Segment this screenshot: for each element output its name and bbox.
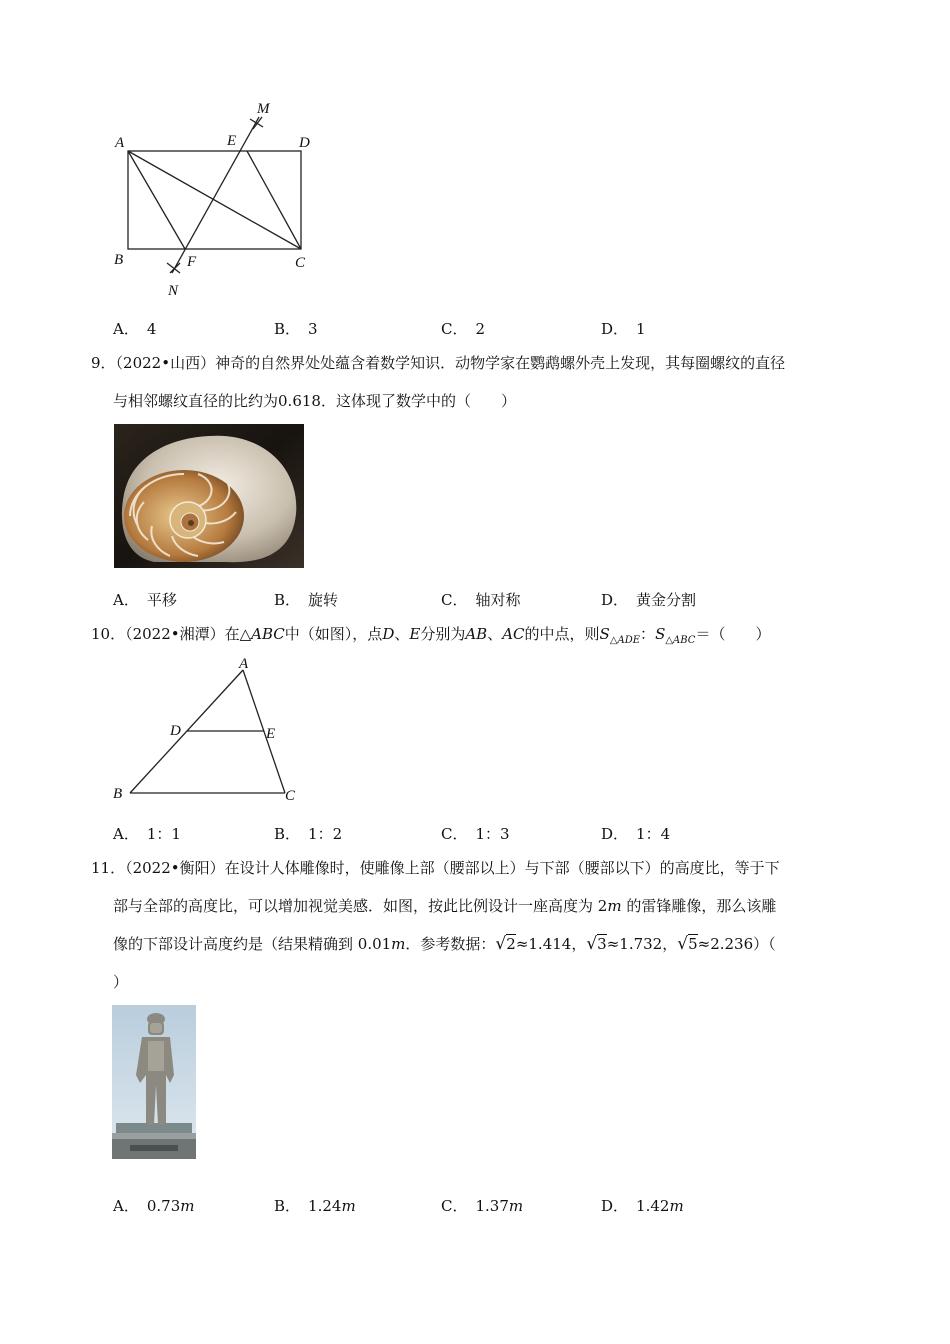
q10-triangle-figure bbox=[105, 652, 305, 807]
fig8-label-B: B bbox=[114, 252, 124, 268]
fig8-label-F: F bbox=[187, 254, 197, 270]
q11-option-c[interactable]: C． 1.37m bbox=[441, 1197, 524, 1215]
q11-option-b[interactable]: B． 1.24m bbox=[274, 1197, 356, 1215]
q10-stem: 10．（2022•湘潭）在△ABC中（如图），点D、E分别为AB、AC的中点，则$S_{\triangle ADE}$：$S_{\triangle ABC}=$（ ） bbox=[91, 625, 771, 646]
sqrt-icon: √ bbox=[495, 934, 507, 954]
q8-option-c[interactable]: C． 2 bbox=[441, 320, 486, 338]
q10-option-c[interactable]: C． 1：3 bbox=[441, 825, 510, 843]
fig8-label-A: A bbox=[115, 135, 125, 151]
fig8-label-N: N bbox=[168, 283, 179, 299]
q10-option-b[interactable]: B． 1：2 bbox=[274, 825, 343, 843]
q11-stem-line1: 11．（2022•衡阳）在设计人体雕像时，使雕像上部（腰部以上）与下部（腰部以下）的高度比，等于下 bbox=[91, 859, 780, 877]
q9-stem-line2: 与相邻螺纹直径的比约为0.618．这体现了数学中的（ ） bbox=[113, 392, 516, 410]
statue-image bbox=[112, 1005, 196, 1159]
fig10-label-D: D bbox=[170, 723, 181, 739]
q11-stem-line2: 部与全部的高度比，可以增加视觉美感．如图，按此比例设计一座高度为 2m 的雷锋雕像，那么该雕 bbox=[113, 897, 777, 915]
sqrt-icon: √ bbox=[586, 934, 598, 954]
nautilus-shell-image bbox=[114, 424, 304, 568]
fig8-label-D: D bbox=[299, 135, 310, 151]
q8-option-d[interactable]: D． 1 bbox=[601, 320, 646, 338]
q9-option-c[interactable]: C． 轴对称 bbox=[441, 591, 521, 609]
fig10-label-C: C bbox=[285, 788, 296, 804]
q10-option-a[interactable]: A． 1：1 bbox=[113, 825, 181, 843]
sqrt-icon: √ bbox=[677, 934, 689, 954]
q11-stem-line3: 像的下部设计高度约是（结果精确到 0.01m．参考数据：√2≈1.414，√3≈1.732，√5≈2.236）（ bbox=[113, 934, 776, 954]
q9-option-a[interactable]: A． 平移 bbox=[113, 591, 177, 609]
q11-option-a[interactable]: A． 0.73m bbox=[113, 1197, 195, 1215]
fig8-label-M: M bbox=[257, 101, 270, 117]
fig8-label-E: E bbox=[227, 133, 237, 149]
q9-option-d[interactable]: D． 黄金分割 bbox=[601, 591, 697, 609]
fig10-label-A: A bbox=[239, 656, 249, 672]
fig10-label-B: B bbox=[113, 786, 123, 802]
q9-option-b[interactable]: B． 旋转 bbox=[274, 591, 339, 609]
fig8-label-C: C bbox=[295, 255, 306, 271]
q8-option-a[interactable]: A． 4 bbox=[113, 320, 157, 338]
fig10-label-E: E bbox=[266, 726, 276, 742]
q8-rectangle-figure bbox=[100, 95, 330, 305]
q9-stem-line1: 9．（2022•山西）神奇的自然界处处蕴含着数学知识．动物学家在鹦鹉螺外壳上发现，其每圈螺纹的直径 bbox=[91, 354, 786, 372]
q10-option-d[interactable]: D． 1：4 bbox=[601, 825, 671, 843]
q8-option-b[interactable]: B． 3 bbox=[274, 320, 318, 338]
q11-stem-line4: ） bbox=[113, 973, 129, 991]
q11-option-d[interactable]: D． 1.42m bbox=[601, 1197, 684, 1215]
